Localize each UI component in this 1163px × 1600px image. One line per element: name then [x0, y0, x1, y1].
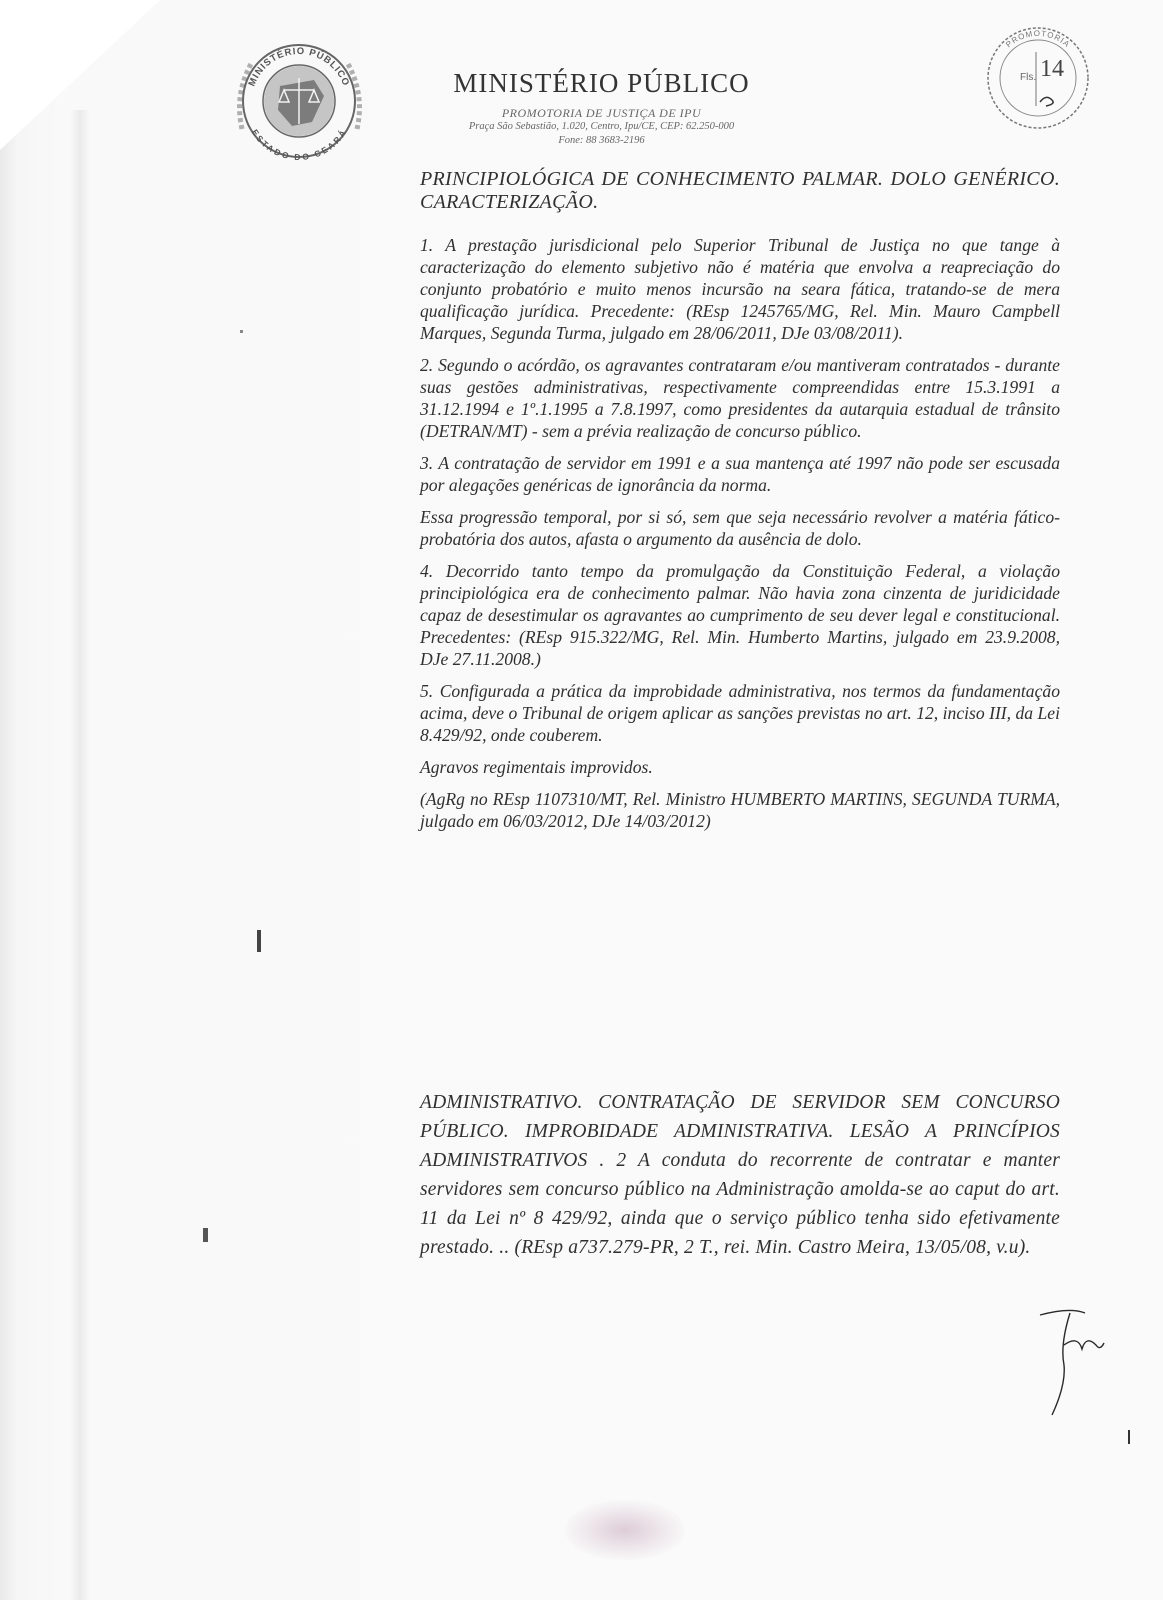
- seal-ring-text-bottom: ESTADO DO CEARÁ: [249, 127, 349, 163]
- paragraph-3: 3. A contratação de servidor em 1991 e a sua mantença até 1997 não pode ser escusada por alegações genéricas de ignorância da norma.: [420, 453, 1060, 495]
- second-citation: ADMINISTRATIVO. CONTRATAÇÃO DE SERVIDOR SEM CONCURSO PÚBLICO. IMPROBIDADE ADMINISTRATIVA. LESÃO A PRINCÍPIOS ADMINISTRATIVOS . 2 A conduta do recorrente de contratar e manter servidores sem concurso público na Administração amolda-se ao caput do art. 11 da Lei nº 8 429/92, ainda que o serviço público tenha sido efetivamente prestado. .. (REsp a737.279-PR, 2 T., rei. Min. Castro Meira, 13/05/08, v.u).: [420, 1092, 1060, 1258]
- handwritten-signature: [1030, 1305, 1110, 1425]
- scan-mark: [203, 1228, 208, 1242]
- paragraph-5: 4. Decorrido tanto tempo da promulgação da Constituição Federal, a violação principiológica era de conhecimento palmar. Não havia zona cinzenta de juridicidade capaz de desestimular os agravantes ao cumprimento de seu dever legal e constitucional. Precedentes: (REsp 915.322/MG, Rel. Min. Humberto Martins, julgado em 23.9.2008, DJe 27.11.2008.): [420, 561, 1060, 669]
- stamp-ring-text: PROMOTORIA: [1004, 28, 1072, 50]
- stamp-number: 14: [1040, 56, 1064, 82]
- stamp-label: Fls.: [1020, 72, 1037, 83]
- section-heading: PRINCIPIOLÓGICA DE CONHECIMENTO PALMAR. DOLO GENÉRICO. CARACTERIZAÇÃO.: [420, 168, 1060, 213]
- page-fold-shadow: [70, 110, 90, 1600]
- seal-ring-text-top: MINISTÉRIO PÚBLICO: [246, 45, 352, 89]
- address-line: Praça São Sebastião, 1.020, Centro, Ipu/CE, CEP: 62.250-000: [468, 121, 735, 132]
- paragraph-1: 1. A prestação jurisdicional pelo Superior Tribunal de Justiça no que tange à caracterização do elemento subjetivo não é matéria que envolva a reapreciação do conjunto probatório e muito menos incursão na seara fática, tratando-se de mera qualificação jurídica. Precedente: (REsp 1245765/MG, Rel. Min. Mauro Campbell Marques, Segunda Turma, julgado em 28/06/2011, DJe 03/08/2011).: [420, 235, 1060, 343]
- phone-line: Fone: 88 3683-2196: [558, 135, 645, 146]
- ink-smudge: [565, 1500, 685, 1560]
- paragraph-4: Essa progressão temporal, por si só, sem que seja necessário revolver a matéria fático-probatória dos autos, afasta o argumento da ausência de dolo.: [420, 507, 1060, 549]
- page-title: MINISTÉRIO PÚBLICO: [453, 68, 750, 98]
- svg-text:PROMOTORIA: [1004, 29, 1072, 49]
- scan-mark: [257, 930, 261, 952]
- paragraph-2: 2. Segundo o acórdão, os agravantes contrataram e/ou mantiveram contratados - durante suas gestões administrativas, respectivamente compreendidas entre 15.3.1991 a 31.12.1994 e 1º.1.1995 a 7.8.1997, como presidentes da autarquia estadual de trânsito (DETRAN/MT) - sem a prévia realização de concurso público.: [420, 355, 1060, 441]
- paragraph-7: Agravos regimentais improvidos.: [420, 757, 653, 777]
- ministerio-publico-seal: [232, 34, 367, 169]
- citation-agrg: (AgRg no REsp 1107310/MT, Rel. Ministro HUMBERTO MARTINS, SEGUNDA TURMA, julgado em 06/03/2012, DJe 14/03/2012): [420, 789, 1060, 831]
- scan-mark: [1128, 1430, 1130, 1444]
- page-number-stamp: [978, 18, 1096, 136]
- page-subtitle: PROMOTORIA DE JUSTIÇA DE IPU: [501, 106, 702, 120]
- paragraph-6: 5. Configurada a prática da improbidade administrativa, nos termos da fundamentação acima, deve o Tribunal de origem aplicar as sanções previstas no art. 12, inciso III, da Lei 8.429/92, onde couberem.: [420, 681, 1060, 745]
- scan-mark: [240, 330, 243, 333]
- document-body: [420, 168, 1060, 832]
